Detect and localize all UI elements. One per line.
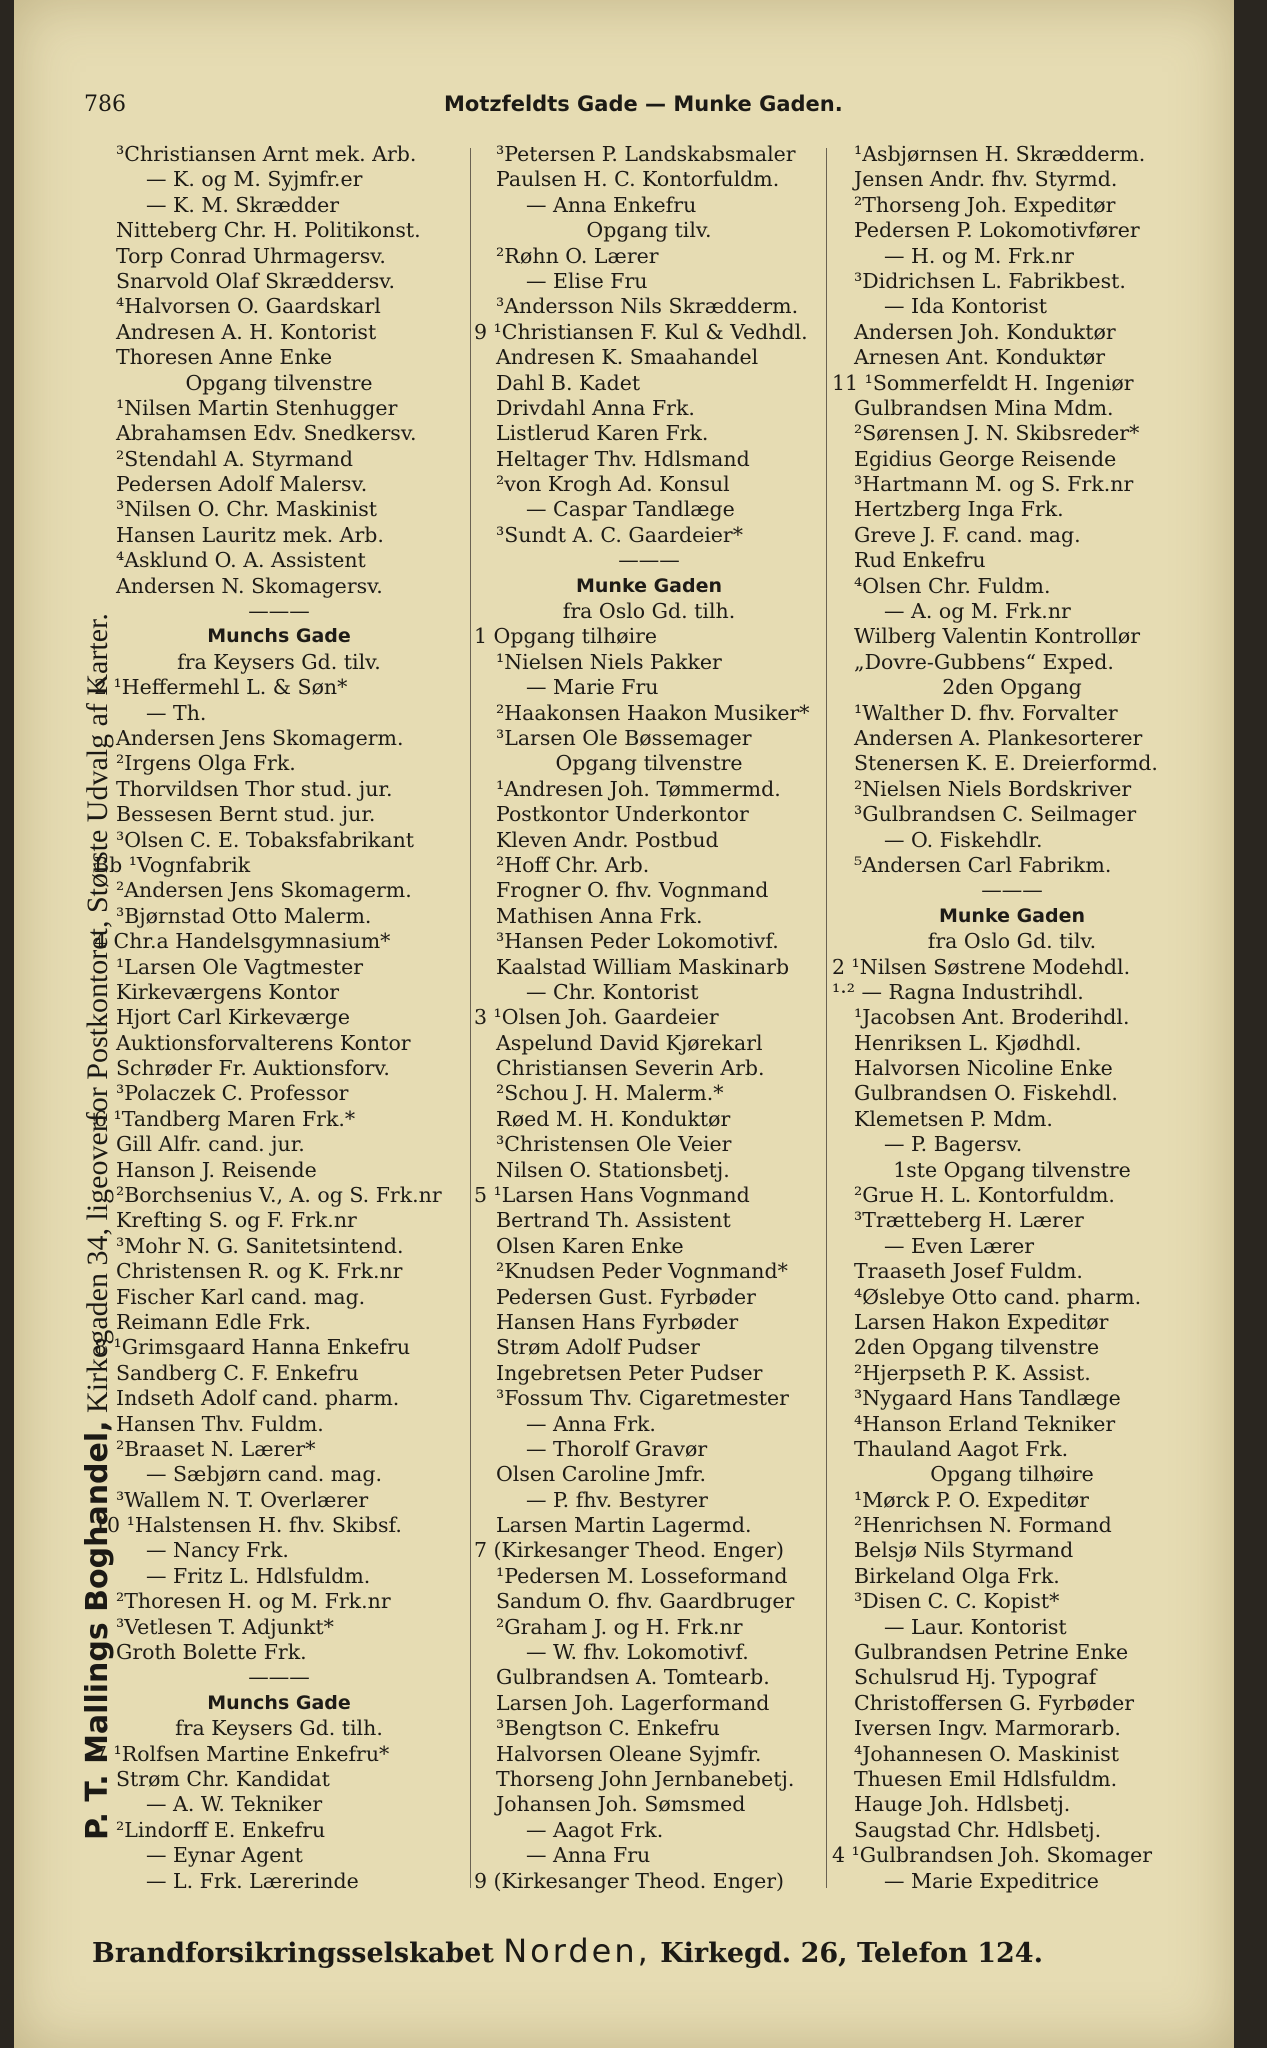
directory-entry: Pedersen Gust. Fyrbøder <box>496 1284 756 1309</box>
column-3 <box>832 142 1192 1902</box>
directory-entry: Stenersen K. E. Dreierformd. <box>854 751 1158 776</box>
directory-entry: Gulbrandsen Mina Mdm. <box>854 395 1114 420</box>
directory-entry: Opgang tilv. <box>586 218 712 243</box>
directory-entry: ³Olsen C. E. Tobaksfabrikant <box>116 827 415 852</box>
directory-entry: — Aagot Frk. <box>526 1817 664 1842</box>
section-heading: Munke Gaden <box>575 574 723 597</box>
directory-entry: ¹Larsen Ole Vagtmester <box>116 954 364 979</box>
column-rule-1 <box>470 148 471 1888</box>
directory-entry: — Fritz L. Hdlsfuldm. <box>146 1563 371 1588</box>
directory-entry: 4 ¹Gulbrandsen Joh. Skomager <box>832 1843 1153 1868</box>
directory-entry: Hansen Lauritz mek. Arb. <box>116 522 384 547</box>
directory-entry: ²Andersen Jens Skomagerm. <box>116 878 412 903</box>
directory-entry: ³Petersen P. Landskabsmaler <box>496 142 796 166</box>
directory-entry: ⁵Andersen Carl Fabrikm. <box>854 852 1112 877</box>
directory-entry: 2den Opgang <box>942 675 1082 700</box>
directory-entry: ²Borchsenius V., A. og S. Frk.nr <box>116 1183 442 1208</box>
directory-entry: 7 ¹Rolfsen Martine Enkefru* <box>94 1741 390 1766</box>
directory-entry: Thoresen Anne Enke <box>116 345 333 370</box>
directory-entry: — H. og M. Frk.nr <box>884 243 1074 268</box>
page-header <box>84 92 1184 132</box>
directory-entry: Strøm Chr. Kandidat <box>116 1767 330 1791</box>
directory-entry: — L. Frk. Lærerinde <box>146 1868 359 1893</box>
directory-entry: Sandum O. fhv. Gaardbruger <box>496 1589 795 1614</box>
directory-entry: Larsen Hakon Expeditør <box>854 1309 1109 1334</box>
directory-entry: ³Hartmann M. og S. Frk.nr <box>854 472 1134 497</box>
directory-entry: Ingebretsen Peter Pudser <box>496 1360 763 1385</box>
directory-entry: ³Vetlesen T. Adjunkt* <box>116 1614 334 1639</box>
directory-entry: ²Braaset N. Lærer* <box>116 1436 316 1461</box>
section-heading: Munchs Gade <box>207 625 351 648</box>
directory-entry: Andresen K. Smaahandel <box>496 345 759 370</box>
directory-entry: Christoffersen G. Fyrbøder <box>854 1690 1135 1715</box>
directory-entry: Johansen Joh. Sømsmed <box>496 1792 746 1817</box>
directory-entry: ——— <box>981 878 1043 903</box>
directory-entry: 2den Opgang tilvenstre <box>854 1335 1100 1360</box>
directory-entry: — Caspar Tandlæge <box>526 497 735 522</box>
directory-entry: — Anna Frk. <box>526 1411 656 1436</box>
directory-entry: — Sæbjørn cand. mag. <box>146 1462 383 1487</box>
directory-entry: ²Sørensen J. N. Skibsreder* <box>854 421 1140 446</box>
directory-entry: ³Wallem N. T. Overlærer <box>116 1487 369 1512</box>
directory-entry: Thorseng John Jernbanebetj. <box>496 1767 795 1791</box>
directory-entry: Klemetsen P. Mdm. <box>854 1106 1053 1131</box>
directory-entry: Christensen R. og K. Frk.nr <box>116 1259 403 1284</box>
section-heading: Munke Gaden <box>938 904 1086 927</box>
directory-entry: Kaalstad William Maskinarb <box>496 954 790 979</box>
directory-entry: Opgang tilhøire <box>930 1462 1094 1487</box>
directory-entry: 7 (Kirkesanger Theod. Enger) <box>474 1538 785 1563</box>
directory-entry: Hertzberg Inga Frk. <box>854 497 1064 522</box>
directory-entry: Mathisen Anna Frk. <box>496 903 703 928</box>
directory-entry: Gulbrandsen O. Fiskehdl. <box>854 1081 1118 1106</box>
directory-entry: ³Nygaard Hans Tandlæge <box>854 1386 1121 1411</box>
directory-entry: — Anna Fru <box>526 1843 651 1868</box>
directory-entry: Olsen Caroline Jmfr. <box>496 1462 707 1487</box>
directory-entry: ²Thorseng Joh. Expeditør <box>854 192 1116 217</box>
directory-entry: — Even Lærer <box>884 1233 1035 1258</box>
directory-entry: ²Henrichsen N. Formand <box>854 1513 1112 1538</box>
directory-entry: Røed M. H. Konduktør <box>496 1106 731 1131</box>
directory-entry: — A. W. Tekniker <box>146 1792 323 1817</box>
directory-entry: — K. og M. Syjmfr.er <box>146 167 363 192</box>
directory-entry: ³Hansen Peder Lokomotivf. <box>496 929 779 954</box>
directory-entry: Opgang tilvenstre <box>555 751 743 776</box>
directory-entry: ³Bengtson C. Enkefru <box>496 1716 720 1741</box>
directory-entry: Thauland Aagot Frk. <box>854 1436 1069 1461</box>
directory-entry: Olsen Karen Enke <box>496 1233 684 1258</box>
directory-entry: Andersen A. Plankesorterer <box>854 725 1143 750</box>
directory-entry: Rud Enkefru <box>854 548 986 573</box>
directory-entry: ²Graham J. og H. Frk.nr <box>496 1614 743 1639</box>
directory-entry: Heltager Thv. Hdlsmand <box>496 446 750 471</box>
directory-entry: Henriksen L. Kjødhdl. <box>854 1030 1082 1055</box>
directory-entry: Hauge Joh. Hdlsbetj. <box>854 1792 1071 1817</box>
directory-entry: ²Stendahl A. Styrmand <box>116 446 353 471</box>
directory-entry: Kleven Andr. Postbud <box>496 827 719 852</box>
directory-entry: ³Bjørnstad Otto Malerm. <box>116 903 372 928</box>
directory-entry: — Thorolf Gravør <box>526 1436 708 1461</box>
directory-entry: fra Keysers Gd. tilv. <box>177 649 381 674</box>
directory-entry: ¹Andresen Joh. Tømmermd. <box>496 776 781 801</box>
directory-entry: ³Andersson Nils Skrædderm. <box>496 294 799 319</box>
directory-entry: — Nancy Frk. <box>146 1538 289 1563</box>
directory-entry: Postkontor Underkontor <box>496 802 749 827</box>
directory-entry: 2 ¹Nilsen Søstrene Modehdl. <box>832 954 1131 979</box>
directory-entry: Halvorsen Oleane Syjmfr. <box>496 1741 762 1766</box>
directory-entry: Christiansen Severin Arb. <box>496 1056 765 1081</box>
directory-entry: ²Røhn O. Lærer <box>496 243 659 268</box>
directory-entry: Saugstad Chr. Hdlsbetj. <box>854 1817 1102 1842</box>
section-heading: Munchs Gade <box>207 1691 351 1714</box>
page-number: 786 <box>84 92 126 117</box>
directory-entry: Traaseth Josef Fuldm. <box>854 1259 1083 1284</box>
directory-entry: 6 ¹Tandberg Maren Frk.* <box>94 1106 356 1131</box>
directory-entry: Thuesen Emil Hdlsfuldm. <box>854 1767 1118 1791</box>
directory-entry: ⁴Hanson Erland Tekniker <box>854 1411 1116 1436</box>
directory-entry: ³Polaczek C. Professor <box>116 1081 349 1106</box>
column-2 <box>474 142 824 1902</box>
column-rule-2 <box>826 148 827 1888</box>
directory-entry: 2 ¹Heffermehl L. & Søn* <box>94 675 348 700</box>
directory-entry: Pedersen P. Lokomotivfører <box>854 218 1140 243</box>
directory-entry: 10 ¹Halstensen H. fhv. Skibsf. <box>94 1513 402 1538</box>
directory-entry: Nilsen O. Stationsbetj. <box>496 1157 730 1182</box>
directory-entry: Nitteberg Chr. H. Politikonst. <box>116 218 421 243</box>
directory-entry: Abrahamsen Edv. Snedkersv. <box>116 421 417 446</box>
directory-entry: Arnesen Ant. Konduktør <box>854 345 1106 370</box>
directory-entry: ²von Krogh Ad. Konsul <box>496 472 730 497</box>
directory-entry: 3 ¹Olsen Joh. Gaardeier <box>474 1005 719 1030</box>
directory-entry: ⁴Johannesen O. Maskinist <box>854 1741 1119 1766</box>
directory-entry: ³Fossum Thv. Cigaretmester <box>496 1386 789 1411</box>
directory-entry: Snarvold Olaf Skræddersv. <box>116 268 395 293</box>
directory-entry: Schrøder Fr. Auktionsforv. <box>116 1056 390 1081</box>
directory-entry: ⁴Øslebye Otto cand. pharm. <box>854 1284 1142 1309</box>
side-advertisement-bold: P. T. Mallings Boghandel, <box>80 1420 115 1840</box>
directory-entry: ¹Mørck P. O. Expeditør <box>854 1487 1089 1512</box>
directory-entry: 4 Chr.a Handelsgymnasium* <box>94 929 391 954</box>
directory-entry: Drivdahl Anna Frk. <box>496 395 695 420</box>
directory-entry: ³Mohr N. G. Sanitetsintend. <box>116 1233 404 1258</box>
directory-entry: ²Thoresen H. og M. Frk.nr <box>116 1589 391 1614</box>
directory-entry: ——— <box>248 1665 310 1690</box>
directory-entry: 1ste Opgang tilvenstre <box>893 1157 1131 1182</box>
directory-entry: 11 ¹Sommerfeldt H. Ingeniør <box>832 370 1134 395</box>
directory-entry: ¹Pedersen M. Losseformand <box>496 1563 788 1588</box>
directory-entry: ²Haakonsen Haakon Musiker* <box>496 700 810 725</box>
directory-entry: — Th. <box>146 700 207 725</box>
directory-entry: Indseth Adolf cand. pharm. <box>116 1386 400 1411</box>
directory-entry: — P. Bagersv. <box>884 1132 1023 1157</box>
directory-entry: Torp Conrad Uhrmagersv. <box>116 243 386 268</box>
directory-entry: 1 Opgang tilhøire <box>474 624 658 649</box>
directory-entry: — Chr. Kontorist <box>526 979 699 1004</box>
directory-entry: ³Didrichsen L. Fabrikbest. <box>854 268 1126 293</box>
directory-entry: ¹Nilsen Martin Stenhugger <box>116 395 398 420</box>
directory-entry: Listlerud Karen Frk. <box>496 421 709 446</box>
footer-pre: Brandforsikringsselskabet <box>92 1938 504 1969</box>
directory-entry: ¹Nielsen Niels Pakker <box>496 649 722 674</box>
page-title: Motzfeldts Gade — Munke Gaden. <box>444 92 843 116</box>
directory-entry: Iversen Ingv. Marmorarb. <box>854 1716 1121 1741</box>
directory-entry: „Dovre-Gubbens“ Exped. <box>854 649 1114 674</box>
directory-entry: Gulbrandsen Petrine Enke <box>854 1640 1129 1665</box>
directory-entry: Sandberg C. F. Enkefru <box>116 1360 359 1385</box>
directory-entry: Andersen Joh. Konduktør <box>854 319 1116 344</box>
directory-entry: Hansen Thv. Fuldm. <box>116 1411 324 1436</box>
directory-entry: 8 ¹Grimsgaard Hanna Enkefru <box>94 1335 411 1360</box>
directory-entry: Bessesen Bernt stud. jur. <box>116 802 376 827</box>
directory-entry: ⁴Halvorsen O. Gaardskarl <box>116 294 381 319</box>
directory-entry: ⁴Asklund O. A. Assistent <box>116 548 366 573</box>
directory-entry: ²Irgens Olga Frk. <box>116 751 296 776</box>
directory-entry: Frogner O. fhv. Vognmand <box>496 878 769 903</box>
directory-entry: — K. M. Skrædder <box>146 192 340 217</box>
directory-entry: Gill Alfr. cand. jur. <box>116 1132 305 1157</box>
column-1 <box>94 142 464 1902</box>
directory-entry: Wilberg Valentin Kontrollør <box>854 624 1141 649</box>
directory-entry: — A. og M. Frk.nr <box>884 599 1071 624</box>
directory-entry: ⁴Olsen Chr. Fuldm. <box>854 573 1051 598</box>
directory-entry: Reimann Edle Frk. <box>116 1309 311 1334</box>
directory-entry: ²Knudsen Peder Vognmand* <box>496 1259 788 1284</box>
directory-entry: Groth Bolette Frk. <box>116 1640 307 1665</box>
directory-entry: Thorvildsen Thor stud. jur. <box>116 776 393 801</box>
directory-entry: ²Hjerpseth P. K. Assist. <box>854 1360 1091 1385</box>
directory-entry: — Marie Expeditrice <box>884 1868 1099 1893</box>
directory-entry: Jensen Andr. fhv. Styrmd. <box>854 167 1118 192</box>
directory-entry: ¹Jacobsen Ant. Broderihdl. <box>854 1005 1130 1030</box>
directory-entry: Schulsrud Hj. Typograf <box>854 1665 1097 1690</box>
directory-entry: ¹Asbjørnsen H. Skrædderm. <box>854 142 1146 166</box>
directory-entry: — O. Fiskehdlr. <box>884 827 1043 852</box>
directory-entry: — Eynar Agent <box>146 1843 303 1868</box>
directory-entry: ³Gulbrandsen C. Seilmager <box>854 802 1137 827</box>
directory-entry: ¹·² — Ragna Industrihdl. <box>832 979 1084 1004</box>
directory-entry: Pedersen Adolf Malersv. <box>116 472 368 497</box>
directory-entry: — W. fhv. Lokomotivf. <box>526 1640 749 1665</box>
directory-entry: Hanson J. Reisende <box>116 1157 317 1182</box>
directory-entry: Aspelund David Kjørekarl <box>496 1030 763 1055</box>
directory-entry: Andersen Jens Skomagerm. <box>116 725 404 750</box>
directory-entry: Egidius George Reisende <box>854 446 1117 471</box>
directory-entry: Birkeland Olga Frk. <box>854 1563 1060 1588</box>
directory-entry: ¹Walther D. fhv. Forvalter <box>854 700 1118 725</box>
directory-entry: Hjort Carl Kirkeværge <box>116 1005 351 1030</box>
directory-entry: Kirkeværgens Kontor <box>116 979 340 1004</box>
directory-entry: ³Nilsen O. Chr. Maskinist <box>116 497 377 522</box>
directory-entry: ³Larsen Ole Bøssemager <box>496 725 752 750</box>
directory-entry: Dahl B. Kadet <box>496 370 641 395</box>
directory-entry: Greve J. F. cand. mag. <box>854 522 1081 547</box>
directory-entry: — P. fhv. Bestyrer <box>526 1487 708 1512</box>
directory-entry: — Ida Kontorist <box>884 294 1047 319</box>
directory-entry: fra Oslo Gd. tilh. <box>562 599 736 624</box>
directory-entry: Paulsen H. C. Kontorfuldm. <box>496 167 780 192</box>
directory-entry: Belsjø Nils Styrmand <box>854 1538 1074 1563</box>
directory-entry: Auktionsforvalterens Kontor <box>116 1030 411 1055</box>
directory-entry: ³Christensen Ole Veier <box>496 1132 732 1157</box>
directory-entry: Larsen Martin Lagermd. <box>496 1513 752 1538</box>
directory-entry: Halvorsen Nicoline Enke <box>854 1056 1113 1081</box>
side-advertisement-rest: Kirkegaden 34, ligeoverfor Postkontoret, Største Udvalg af Karter. <box>81 613 114 1421</box>
directory-entry: ——— <box>248 599 310 624</box>
directory-entry: — Anna Enkefru <box>526 192 697 217</box>
directory-entry: ——— <box>618 548 680 573</box>
directory-entry: — Marie Fru <box>526 675 659 700</box>
directory-entry: ²Hoff Chr. Arb. <box>496 852 650 877</box>
directory-entry: Gulbrandsen A. Tomtearb. <box>496 1665 770 1690</box>
directory-entry: 5 ¹Larsen Hans Vognmand <box>474 1183 750 1208</box>
directory-entry: ²Grue H. L. Kontorfuldm. <box>854 1183 1115 1208</box>
footer-advertisement <box>92 1932 1192 1970</box>
directory-entry: Bertrand Th. Assistent <box>496 1208 731 1233</box>
directory-entry: ³Trætteberg H. Lærer <box>854 1208 1084 1233</box>
directory-entry: 9 ¹Christiansen F. Kul & Vedhdl. <box>474 319 808 344</box>
directory-entry: Krefting S. og F. Frk.nr <box>116 1208 357 1233</box>
directory-entry: ³Disen C. C. Kopist* <box>854 1589 1060 1614</box>
directory-entry: Strøm Adolf Pudser <box>496 1335 700 1360</box>
directory-entry: ²Schou J. H. Malerm.* <box>496 1081 724 1106</box>
directory-entry: fra Keysers Gd. tilh. <box>175 1716 383 1741</box>
directory-entry: Opgang tilvenstre <box>185 370 373 395</box>
directory-entry: ³Christiansen Arnt mek. Arb. <box>116 142 417 166</box>
directory-entry: ²Nielsen Niels Bordskriver <box>854 776 1132 801</box>
directory-page <box>14 0 1234 2048</box>
directory-entry: Bb ¹Vognfabrik <box>94 852 251 877</box>
directory-entry: Fischer Karl cand. mag. <box>116 1284 366 1309</box>
footer-brand: Norden, <box>503 1932 651 1970</box>
directory-entry: 9 (Kirkesanger Theod. Enger) <box>474 1868 785 1893</box>
directory-entry: Hansen Hans Fyrbøder <box>496 1309 739 1334</box>
directory-entry: Andresen A. H. Kontorist <box>116 319 377 344</box>
directory-entry: Andersen N. Skomagersv. <box>116 573 383 598</box>
directory-entry: ³Sundt A. C. Gaardeier* <box>496 522 743 547</box>
directory-entry: Larsen Joh. Lagerformand <box>496 1690 770 1715</box>
directory-entry: — Laur. Kontorist <box>884 1614 1067 1639</box>
footer-post: Kirkegd. 26, Telefon 124. <box>650 1938 1043 1969</box>
directory-entry: fra Oslo Gd. tilv. <box>927 929 1097 954</box>
directory-entry: — Elise Fru <box>526 268 648 293</box>
directory-entry: ²Lindorff E. Enkefru <box>116 1817 326 1842</box>
